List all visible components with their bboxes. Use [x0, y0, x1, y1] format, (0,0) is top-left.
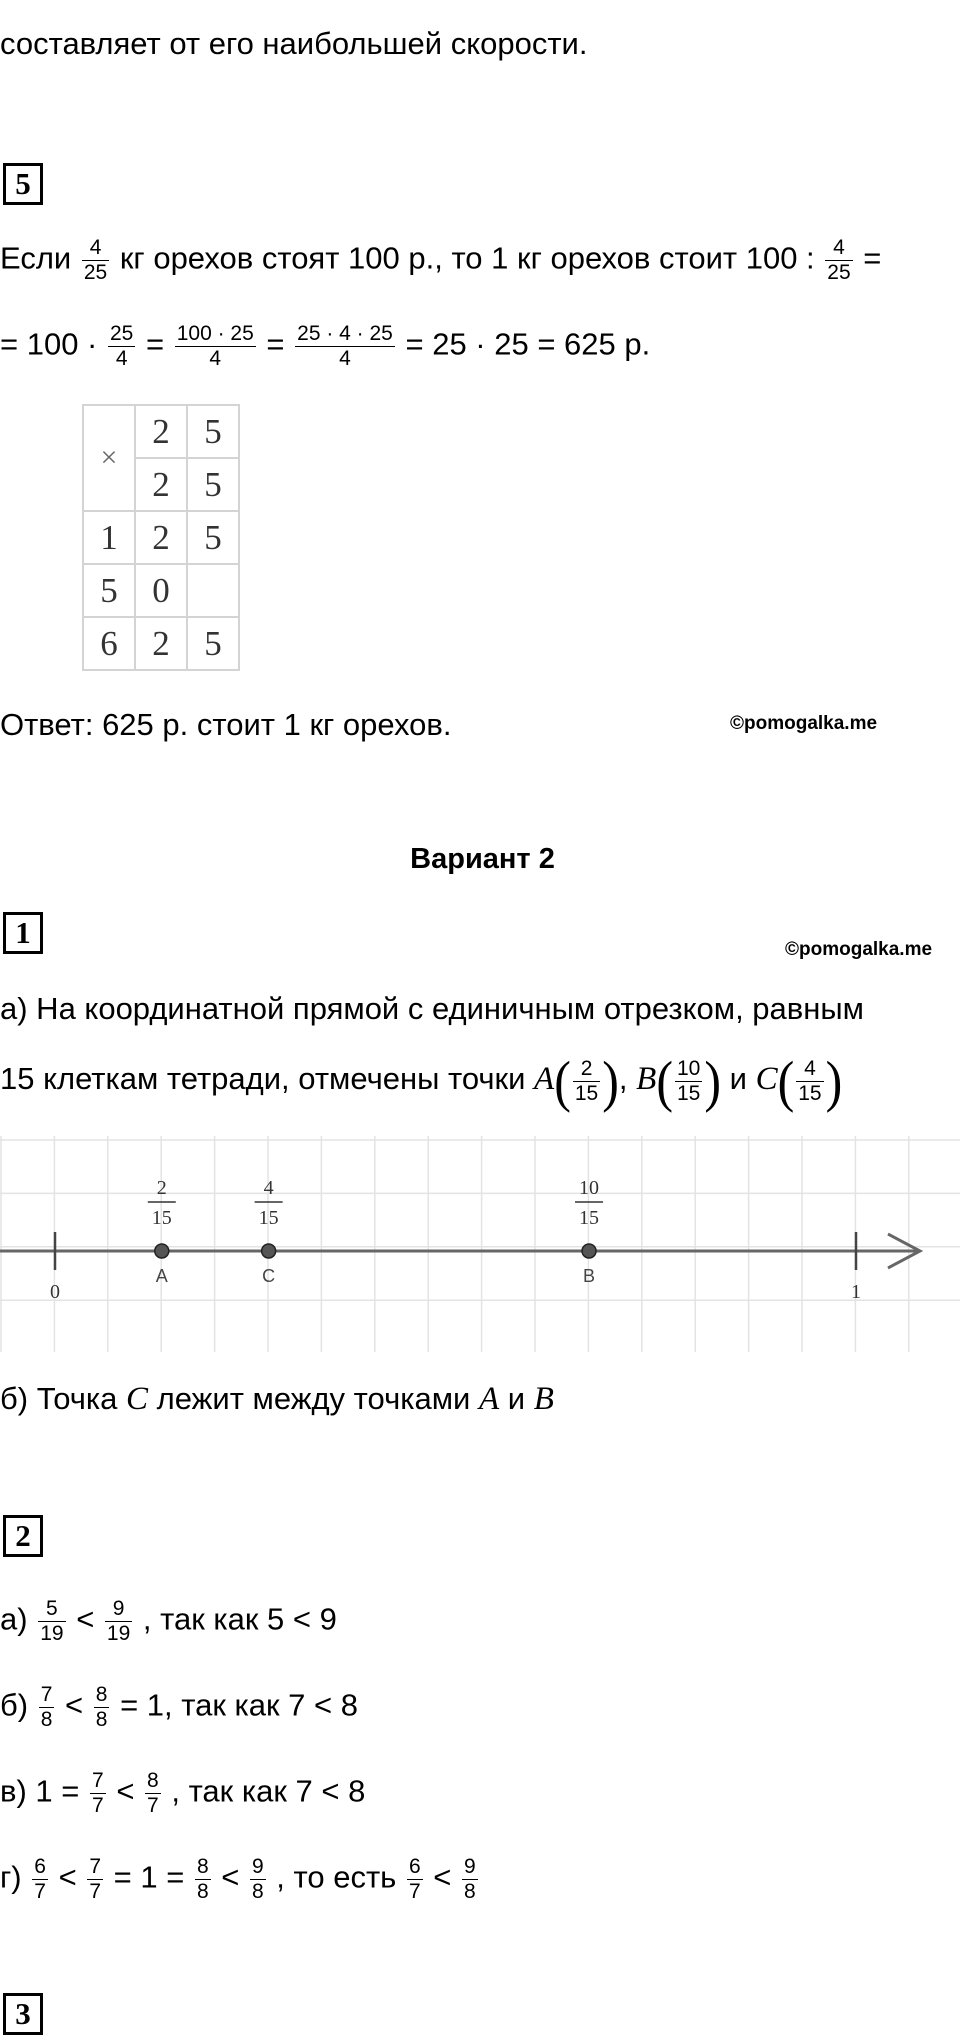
numerator: 4	[796, 1057, 823, 1082]
point-a-numerator: 2	[156, 1177, 167, 1199]
text: <	[58, 1859, 77, 1895]
text: <	[76, 1601, 95, 1637]
digit: 2	[135, 617, 187, 670]
numerator: 8	[95, 1683, 108, 1706]
point-label: A	[534, 1061, 555, 1098]
point-label: A	[478, 1381, 500, 1417]
paren: (	[777, 1048, 795, 1114]
numerator: 4	[82, 236, 109, 261]
task2-d	[0, 1855, 480, 1904]
text: =	[266, 326, 285, 362]
denominator: 19	[40, 1622, 64, 1645]
fraction	[295, 322, 395, 371]
fraction	[38, 1597, 65, 1646]
fraction	[195, 1855, 211, 1904]
text: в) 1 =	[0, 1773, 80, 1809]
task-number-5: 5	[3, 163, 43, 205]
denominator: 8	[251, 1880, 264, 1903]
fraction	[108, 322, 135, 371]
point-a-label: A	[155, 1266, 168, 1286]
point-label: C	[755, 1061, 778, 1098]
text: , то есть	[276, 1859, 397, 1895]
digit: 0	[135, 564, 187, 617]
point-b-marker	[582, 1244, 596, 1258]
denominator: 25	[827, 261, 851, 284]
variant-title: Вариант 2	[410, 843, 555, 875]
fraction	[796, 1057, 823, 1106]
mult-row	[83, 617, 239, 670]
digit	[187, 564, 239, 617]
task-number-1: 1	[3, 912, 43, 954]
digit: 5	[187, 405, 239, 458]
task1-line-c	[0, 1383, 554, 1416]
text: , так как 5 < 9	[142, 1601, 337, 1637]
task5-line1	[0, 236, 881, 285]
denominator: 15	[676, 1081, 701, 1105]
numerator: 7	[40, 1683, 53, 1706]
denominator: 7	[408, 1880, 421, 1903]
fraction	[87, 1855, 103, 1904]
fraction	[675, 1057, 702, 1106]
label-zero: 0	[50, 1281, 60, 1303]
numerator: 9	[464, 1855, 476, 1878]
digit: 2	[135, 405, 187, 458]
paren: )	[704, 1048, 721, 1114]
fraction	[573, 1057, 600, 1106]
numerator: 8	[147, 1769, 159, 1792]
text: <	[116, 1773, 135, 1809]
multiply-sign: ×	[83, 405, 135, 511]
numerator: 8	[196, 1855, 209, 1878]
text: и	[729, 1061, 747, 1097]
mult-row	[83, 564, 239, 617]
denominator: 4	[115, 347, 128, 370]
text: б) Точка	[0, 1381, 118, 1416]
numerator: 9	[105, 1597, 132, 1622]
denominator: 7	[92, 1794, 104, 1817]
fraction	[175, 322, 256, 371]
text: г)	[0, 1859, 22, 1895]
point-label: B	[636, 1061, 657, 1098]
point-c-label: C	[262, 1266, 276, 1286]
point-c-marker	[262, 1244, 276, 1258]
task2-b	[0, 1683, 358, 1732]
text: Если	[0, 240, 72, 276]
text: <	[221, 1859, 240, 1895]
point-b-label: B	[583, 1266, 596, 1286]
numerator: 9	[251, 1855, 264, 1878]
fraction	[462, 1855, 478, 1904]
fraction	[250, 1855, 266, 1904]
denominator: 15	[798, 1081, 822, 1105]
paren: )	[602, 1048, 619, 1114]
fraction	[825, 236, 852, 285]
digit: 5	[187, 511, 239, 564]
intro-line: составляет от его наибольшей скорости.	[0, 26, 588, 61]
task2-c	[0, 1769, 365, 1818]
digit: 1	[83, 511, 135, 564]
number-line-figure	[0, 1136, 960, 1352]
denominator: 4	[209, 347, 222, 370]
digit: 5	[83, 564, 135, 617]
denominator: 19	[106, 1622, 131, 1645]
text: а)	[0, 1601, 28, 1637]
fraction	[32, 1855, 48, 1904]
point-b-denominator: 15	[579, 1207, 600, 1229]
text: кг орехов стоят 100 р., то 1 кг орехов стоит 100 :	[119, 240, 815, 276]
point-label: B	[533, 1381, 554, 1417]
task2-a	[0, 1597, 337, 1646]
numerator: 100 · 25	[176, 322, 254, 345]
fraction	[39, 1683, 55, 1732]
digit: 5	[187, 617, 239, 670]
denominator: 8	[40, 1708, 53, 1731]
numerator: 7	[92, 1769, 104, 1792]
paren: (	[656, 1048, 673, 1114]
text: = 1 =	[113, 1859, 185, 1895]
text: б)	[0, 1687, 29, 1723]
task5-answer: Ответ: 625 р. стоит 1 кг орехов.	[0, 707, 452, 742]
fraction	[105, 1597, 132, 1646]
text: 15 клеткам тетради, отмечены точки	[0, 1061, 526, 1097]
digit: 6	[83, 617, 135, 670]
mult-row	[83, 511, 239, 564]
point-label: C	[126, 1381, 149, 1417]
watermark: ©pomogalka.me	[730, 713, 878, 734]
text: = 25 · 25 = 625 р.	[405, 326, 651, 362]
label-one: 1	[851, 1281, 861, 1303]
point-a-denominator: 15	[151, 1207, 172, 1229]
denominator: 4	[339, 347, 351, 370]
denominator: 7	[89, 1880, 101, 1903]
grid	[0, 1136, 960, 1352]
denominator: 8	[196, 1880, 209, 1903]
numerator: 7	[89, 1855, 101, 1878]
denominator: 7	[34, 1880, 46, 1903]
mult-row	[83, 405, 239, 458]
point-b-numerator: 10	[579, 1177, 600, 1199]
numerator: 2	[573, 1057, 600, 1082]
fraction	[94, 1683, 110, 1732]
denominator: 15	[574, 1081, 599, 1105]
fraction	[407, 1855, 423, 1904]
denominator: 8	[95, 1708, 108, 1731]
fraction	[82, 236, 109, 285]
numerator: 6	[34, 1855, 46, 1878]
numerator: 6	[408, 1855, 421, 1878]
fraction	[90, 1769, 106, 1818]
numerator: 5	[38, 1597, 65, 1622]
text: <	[65, 1687, 84, 1723]
text: и	[507, 1381, 526, 1416]
task5-line2	[0, 322, 650, 371]
task-number-3: 3	[3, 1993, 43, 2035]
text: =	[145, 326, 165, 362]
text: лежит между точками	[156, 1381, 471, 1416]
numerator: 25 · 4 · 25	[297, 322, 393, 345]
text: , так как 7 < 8	[171, 1773, 366, 1809]
text: = 100 ·	[0, 326, 98, 362]
denominator: 25	[83, 261, 108, 284]
digit: 2	[135, 458, 187, 511]
digit: 2	[135, 511, 187, 564]
paren: (	[554, 1048, 571, 1114]
numerator: 25	[110, 322, 134, 345]
task-number-2: 2	[3, 1515, 43, 1557]
fraction	[145, 1769, 161, 1818]
task1-line-b	[0, 1048, 843, 1114]
numerator: 4	[825, 236, 852, 261]
text: ,	[618, 1061, 628, 1097]
paren: )	[825, 1048, 843, 1114]
task1-line-a: а) На координатной прямой с единичным отрезком, равным	[0, 991, 864, 1026]
numerator: 10	[676, 1056, 701, 1080]
point-c-denominator: 15	[258, 1207, 279, 1229]
denominator: 8	[464, 1880, 476, 1903]
text: =	[863, 240, 882, 276]
point-c-numerator: 4	[263, 1177, 274, 1199]
denominator: 7	[147, 1794, 159, 1817]
text: <	[433, 1859, 452, 1895]
digit: 5	[187, 458, 239, 511]
watermark: ©pomogalka.me	[785, 939, 933, 960]
point-a-marker	[155, 1244, 169, 1258]
multiplication-table	[82, 404, 240, 671]
text: = 1, так как 7 < 8	[120, 1687, 358, 1723]
